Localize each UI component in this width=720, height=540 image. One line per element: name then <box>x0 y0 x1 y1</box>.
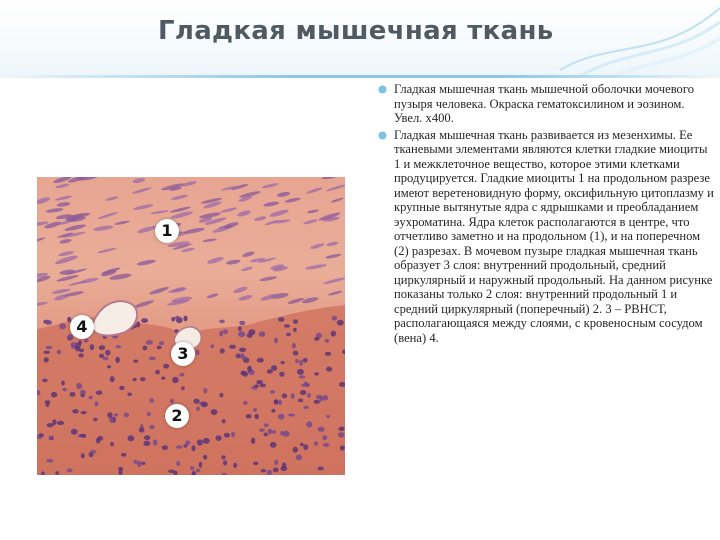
nucleus-transverse <box>196 407 200 411</box>
nucleus-transverse <box>84 339 89 343</box>
nucleus-transverse <box>314 372 319 375</box>
nucleus-transverse <box>90 344 95 350</box>
nucleus-transverse <box>139 428 145 433</box>
bullet-item <box>378 82 714 126</box>
swirl-decoration <box>550 0 720 78</box>
nucleus-transverse <box>220 348 225 353</box>
nucleus-transverse <box>146 340 153 345</box>
nucleus-transverse <box>70 392 76 397</box>
nucleus-transverse <box>75 346 80 351</box>
nucleus-transverse <box>196 469 201 473</box>
nucleus-transverse <box>78 341 82 346</box>
nucleus-transverse <box>107 412 112 418</box>
nucleus-transverse <box>270 442 277 448</box>
nucleus-transverse <box>256 380 261 384</box>
nucleus-transverse <box>255 414 259 420</box>
nucleus-transverse <box>203 455 207 460</box>
nucleus-transverse <box>264 433 268 437</box>
nucleus-transverse <box>274 400 279 405</box>
nucleus-transverse <box>78 353 83 357</box>
nucleus-transverse <box>61 381 65 386</box>
nucleus-transverse <box>176 445 182 448</box>
nucleus-transverse <box>339 427 345 431</box>
nucleus-transverse <box>278 400 282 406</box>
nucleus-transverse <box>170 399 174 404</box>
nucleus-transverse <box>140 377 146 381</box>
nucleus-transverse <box>319 396 323 402</box>
nucleus-transverse <box>278 414 285 420</box>
nucleus-transverse <box>49 436 54 439</box>
nucleus-transverse <box>175 316 180 320</box>
nucleus-transverse <box>318 467 324 471</box>
nucleus-transverse <box>247 366 252 372</box>
nucleus-transverse <box>149 398 154 403</box>
nucleus-transverse <box>89 396 93 399</box>
nucleus-transverse <box>238 331 245 337</box>
label-2: 2 <box>165 404 189 428</box>
nucleus-transverse <box>119 386 124 390</box>
nucleus-transverse <box>280 431 284 436</box>
nucleus-transverse <box>211 409 218 415</box>
nucleus-transverse <box>300 443 304 446</box>
nucleus-transverse <box>282 394 288 399</box>
nucleus-transverse <box>81 453 85 458</box>
nucleus-transverse <box>76 383 82 389</box>
nucleus-transverse <box>340 445 345 450</box>
nucleus-transverse <box>116 345 122 348</box>
nucleus-transverse <box>55 471 59 475</box>
nucleus-transverse <box>71 342 77 347</box>
nucleus-transverse <box>57 421 64 425</box>
nucleus-transverse <box>127 393 132 396</box>
nucleus-transverse <box>278 317 284 322</box>
nucleus-transverse <box>326 415 330 418</box>
label-3: 3 <box>171 342 195 366</box>
title-bar <box>0 0 720 78</box>
nucleus-transverse <box>44 357 49 362</box>
nucleus-transverse <box>298 399 303 403</box>
nucleus-transverse <box>144 435 150 440</box>
nucleus-transverse <box>322 435 327 440</box>
nucleus-transverse <box>223 460 227 465</box>
nucleus-transverse <box>291 393 295 399</box>
nucleus-transverse <box>193 399 199 404</box>
nucleus-transverse <box>94 401 98 406</box>
micrograph-image <box>37 177 345 475</box>
label-1: 1 <box>155 219 179 243</box>
nucleus-transverse <box>90 450 96 454</box>
nucleus-transverse <box>231 432 235 437</box>
nucleus-transverse <box>51 392 57 398</box>
nucleus-transverse <box>176 461 180 466</box>
nucleus-transverse <box>102 357 108 360</box>
nucleus-transverse <box>303 406 309 409</box>
nucleus-transverse <box>271 365 277 371</box>
nucleus-transverse <box>171 317 175 322</box>
nucleus-transverse <box>96 438 100 444</box>
nucleus-transverse <box>179 373 184 377</box>
nucleus-transverse <box>81 411 87 414</box>
nucleus-transverse <box>253 408 257 412</box>
nucleus-transverse <box>42 379 48 383</box>
nucleus-transverse <box>142 462 146 465</box>
nucleus-transverse <box>157 346 162 349</box>
nucleus-transverse <box>248 329 255 335</box>
nucleus-transverse <box>72 409 79 413</box>
nucleus-transverse <box>181 386 185 390</box>
nucleus-transverse <box>254 384 259 387</box>
nucleus-transverse <box>307 393 311 398</box>
nucleus-transverse <box>183 316 187 322</box>
nucleus-transverse <box>149 357 156 361</box>
nucleus-transverse <box>45 402 49 407</box>
nucleus-transverse <box>314 441 318 446</box>
nucleus-transverse <box>153 439 158 445</box>
nucleus-transverse <box>190 466 194 470</box>
bullet-item <box>378 128 714 346</box>
nucleus-transverse <box>284 324 290 328</box>
nucleus-transverse <box>223 329 228 334</box>
nucleus-transverse <box>293 319 298 324</box>
nucleus-transverse <box>259 429 265 432</box>
nucleus-transverse <box>196 349 200 355</box>
nucleus-transverse <box>300 390 307 395</box>
nucleus-transverse <box>224 433 230 438</box>
nucleus-transverse <box>99 345 105 350</box>
nucleus-transverse <box>133 378 137 381</box>
nucleus-transverse <box>229 345 236 349</box>
nucleus-transverse <box>288 413 295 416</box>
nucleus-transverse <box>144 441 151 446</box>
nucleus-transverse <box>203 438 210 444</box>
nucleus-transverse <box>57 350 61 355</box>
nucleus-transverse <box>296 455 303 461</box>
nucleus-transverse <box>274 459 278 465</box>
nucleus-transverse <box>110 376 115 382</box>
nucleus-transverse <box>306 421 312 427</box>
nucleus-transverse <box>185 440 190 445</box>
nucleus-transverse <box>303 444 308 450</box>
nucleus-transverse <box>331 331 336 337</box>
nucleus-transverse <box>43 351 50 354</box>
nucleus-transverse <box>71 429 78 435</box>
nucleus-transverse <box>191 445 195 451</box>
nucleus-transverse <box>133 360 138 363</box>
nucleus-transverse <box>293 351 299 356</box>
nucleus-transverse <box>162 445 168 450</box>
nucleus-transverse <box>314 337 319 341</box>
nucleus-transverse <box>251 438 255 444</box>
nucleus-transverse <box>292 343 296 349</box>
nucleus-transverse <box>301 384 306 387</box>
nucleus-transverse <box>260 384 266 388</box>
nucleus-transverse <box>143 346 148 351</box>
nucleus-transverse <box>110 442 114 446</box>
nucleus-transverse <box>105 350 110 356</box>
nucleus-transverse <box>274 338 278 344</box>
nucleus-transverse <box>257 358 264 363</box>
nucleus-transverse <box>63 388 67 391</box>
bullet-list <box>378 82 714 347</box>
circle-bullet-icon <box>378 85 387 94</box>
nucleus-transverse <box>141 318 148 323</box>
nucleus-transverse <box>216 435 222 441</box>
nucleus-transverse <box>197 439 203 445</box>
nucleus-transverse <box>80 434 84 437</box>
nucleus-transverse <box>39 433 44 437</box>
nucleus-transverse <box>221 455 225 459</box>
nucleus-transverse <box>210 344 214 348</box>
circle-bullet-icon <box>378 131 387 140</box>
nucleus-transverse <box>295 359 299 363</box>
nucleus-transverse <box>107 365 111 368</box>
nucleus-transverse <box>199 462 203 468</box>
nucleus-transverse <box>259 331 265 337</box>
nucleus-transverse <box>239 321 245 325</box>
nucleus-transverse <box>147 412 151 416</box>
nucleus-transverse <box>121 453 126 457</box>
nucleus-transverse <box>297 369 304 375</box>
nucleus-transverse <box>272 430 277 433</box>
nucleus-transverse <box>159 341 164 345</box>
nucleus-transverse <box>203 388 207 393</box>
nucleus-transverse <box>201 402 208 408</box>
bullet-text: Гладкая мышечная ткань мышечной оболочки мочевого пузыря человека. Окраска гематоксилином и эозином. Увел. х400. <box>394 82 694 125</box>
nucleus-transverse <box>264 423 269 427</box>
nucleus-transverse <box>318 427 325 432</box>
nucleus-transverse <box>281 466 288 471</box>
nucleus-transverse <box>59 323 66 329</box>
nucleus-transverse <box>246 414 252 418</box>
nucleus-transverse <box>270 390 275 393</box>
nucleus-transverse <box>124 413 130 418</box>
slide-title: Гладкая мышечная ткань <box>158 16 554 46</box>
nucleus-transverse <box>46 346 53 349</box>
nucleus-transverse <box>268 429 273 434</box>
nucleus-transverse <box>222 419 226 423</box>
nucleus-transverse <box>238 326 242 331</box>
nucleus-transverse <box>299 375 306 378</box>
nucleus-transverse <box>325 352 331 356</box>
label-4: 4 <box>70 315 94 339</box>
nucleus-transverse <box>323 443 329 447</box>
nucleus-transverse <box>219 393 223 398</box>
nucleus-transverse <box>286 333 291 336</box>
nucleus-transverse <box>149 425 154 429</box>
nucleus-transverse <box>80 394 85 398</box>
nucleus-transverse <box>163 364 169 369</box>
nucleus-transverse <box>155 370 160 375</box>
nucleus-transverse <box>253 462 258 466</box>
nucleus-transverse <box>337 320 344 326</box>
nucleus-transverse <box>261 469 266 472</box>
nucleus-transverse <box>271 409 275 413</box>
nucleus-transverse <box>114 413 118 416</box>
nucleus-transverse <box>273 468 279 473</box>
nucleus-transverse <box>322 395 328 401</box>
nucleus-transverse <box>67 469 73 473</box>
nucleus-transverse <box>239 348 246 352</box>
nucleus-transverse <box>293 447 298 453</box>
nucleus-transverse <box>137 461 142 467</box>
nucleus-transverse <box>168 470 175 473</box>
nucleus-transverse <box>326 367 332 372</box>
nucleus-transverse <box>279 372 284 377</box>
nucleus-transverse <box>172 377 179 383</box>
nucleus-transverse <box>115 357 120 363</box>
nucleus-transverse <box>161 377 165 380</box>
nucleus-transverse <box>243 401 247 405</box>
nucleus-transverse <box>93 418 98 422</box>
nucleus-transverse <box>233 463 237 468</box>
nucleus-transverse <box>325 339 330 343</box>
bullet-text: Гладкая мышечная ткань развивается из мезенхимы. Ее тканевыми элементами являются клетки гладкие миоциты 1 и межклеточное вещество, которое этими клетками продуцируется. Гладкие миоциты 1 на продольном разрезе имеют веретеновидную форму, оксифильную цитоплазму и крупные вытянутые ядра с ядрышками и преобладанием эухроматина. Ядра клеток располагаются в центре, что отчетливо заметно и на продольном (1), и на поперечном (2) разрезах. В мочевом пузыре гладкая мышечная ткань образует 3 слоя: внутренний продольный, средний циркулярный и наружный продольный. На данном рисунке показаны только 2 слоя: внутренний продольный 1 и средний циркулярный (поперечный) 2. 3 – РВНСТ, располагающаяся между слоями, с кровеносным сосудом (вена) 4. <box>394 127 714 345</box>
nucleus-transverse <box>314 400 321 404</box>
nucleus-transverse <box>299 360 303 366</box>
nucleus-transverse <box>52 419 56 425</box>
nucleus-transverse <box>293 328 297 332</box>
nucleus-transverse <box>338 432 345 437</box>
nucleus-transverse <box>46 459 53 463</box>
nucleus-transverse <box>281 361 285 364</box>
nucleus-transverse <box>96 391 102 395</box>
nucleus-transverse <box>45 320 52 325</box>
nucleus-transverse <box>240 353 244 358</box>
nucleus-transverse <box>219 320 225 324</box>
nucleus-transverse <box>219 331 223 337</box>
nucleus-transverse <box>332 316 337 321</box>
nucleus-transverse <box>303 358 308 363</box>
nucleus-transverse <box>128 435 135 441</box>
nucleus-transverse <box>242 371 248 377</box>
